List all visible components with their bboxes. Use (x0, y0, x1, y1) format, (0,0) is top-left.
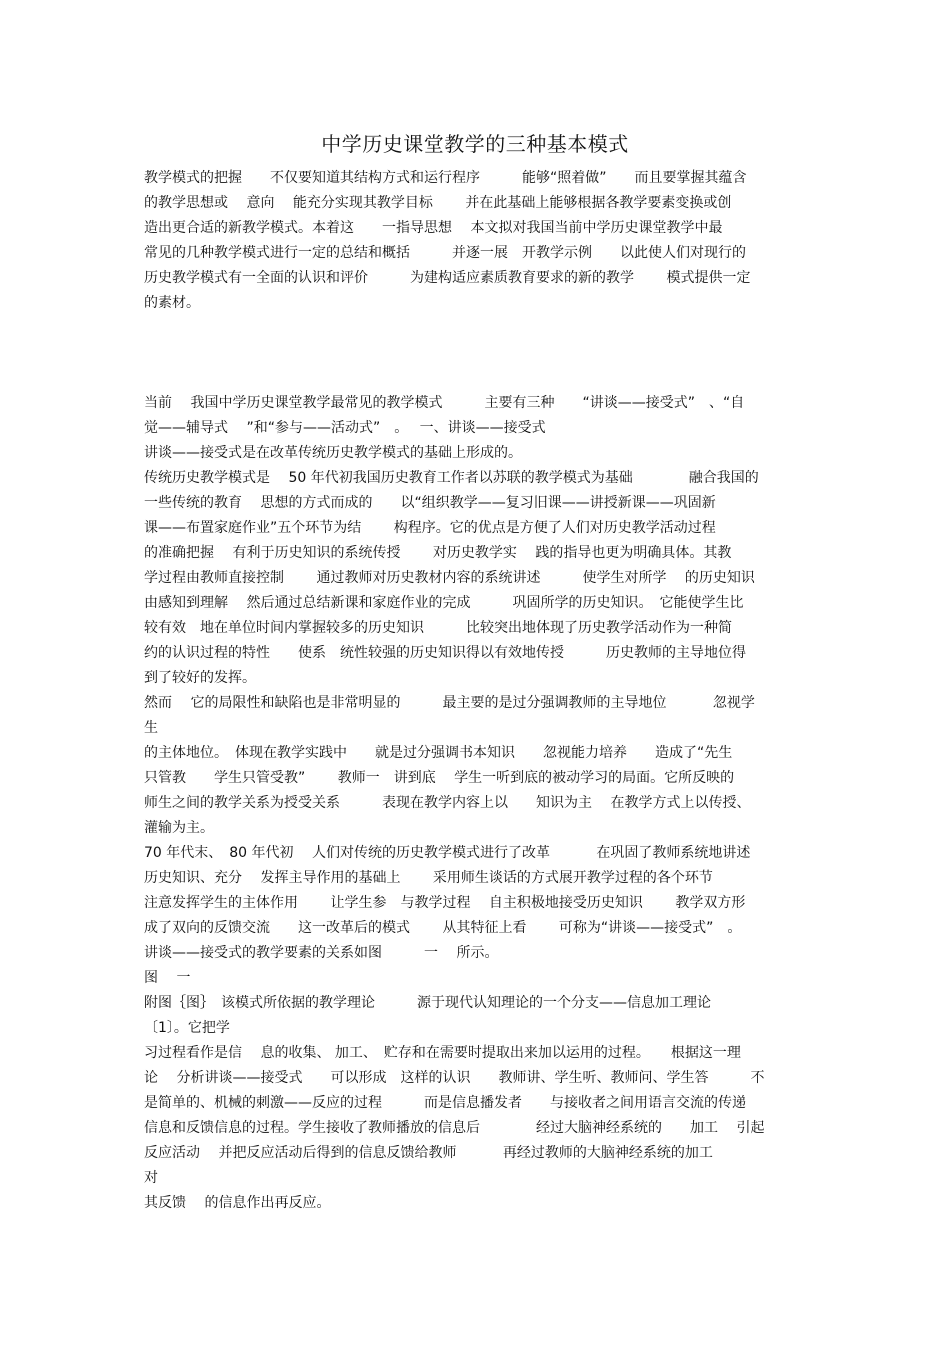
text-line: 只管教 学生只管受教” 教师一 讲到底 学生一听到底的被动学习的局面。它所反映的 (144, 770, 735, 786)
text-line: 当前 我国中学历史课堂教学最常见的教学模式 主要有三种 “讲谈——接受式” 、“自 (144, 395, 745, 411)
document-title: 中学历史课堂教学的三种基本模式 (321, 132, 629, 156)
text-line: 约的认识过程的特性 使系 统性较强的历史知识得以有效地传授 历史教师的主导地位得 (144, 645, 746, 661)
text-line: 附图｛图｝ 该模式所依据的教学理论 源于现代认知理论的一个分支——信息加工理论 (144, 995, 711, 1011)
text-line: 其反馈 的信息作出再反应。 (144, 1195, 331, 1211)
text-line: 一些传统的教育 思想的方式而成的 以“组织教学——复习旧课——讲授新课——巩固新 (144, 495, 716, 511)
text-line: 由感知到理解 然后通过总结新课和家庭作业的完成 巩固所学的历史知识。 它能使学生比 (144, 595, 744, 611)
text-line: 生 (144, 720, 158, 736)
text-line: 讲谈——接受式的教学要素的关系如图 一 所示。 (144, 945, 499, 961)
text-line: 的主体地位。 体现在教学实践中 就是过分强调书本知识 忽视能力培养 造成了“先生 (144, 745, 733, 761)
text-line: 较有效 地在单位时间内掌握较多的历史知识 比较突出地体现了历史教学活动作为一种简 (144, 620, 732, 636)
text-line: 师生之间的教学关系为授受关系 表现在教学内容上以 知识为主 在教学方式上以传授、 (144, 795, 751, 811)
text-line: 信息和反馈信息的过程。学生接收了教师播放的信息后 经过大脑神经系统的 加工 引起 (144, 1120, 765, 1136)
text-line: 的教学思想或 意向 能充分实现其教学目标 并在此基础上能够根据各教学要素变换或创 (144, 195, 732, 211)
text-line: 的准确把握 有利于历史知识的系统传授 对历史教学实 践的指导也更为明确具体。其教 (144, 545, 732, 561)
text-line: 的素材。 (144, 295, 200, 311)
text-line: 历史知识、充分 发挥主导作用的基础上 采用师生谈话的方式展开教学过程的各个环节 (144, 870, 713, 886)
text-line: 习过程看作是信 息的收集、 加工、 贮存和在需要时提取出来加以运用的过程。 根据这一理 (144, 1045, 741, 1061)
text-line: 反应活动 并把反应活动后得到的信息反馈给教师 再经过教师的大脑神经系统的加工 (144, 1145, 713, 1161)
text-line: 成了双向的反馈交流 这一改革后的模式 从其特征上看 可称为“讲谈——接受式” 。 (144, 920, 742, 936)
text-line: 学过程由教师直接控制 通过教师对历史教材内容的系统讲述 使学生对所学 的历史知识 (144, 570, 755, 586)
text-line: 课——布置家庭作业”五个环节为结 构程序。它的优点是方便了人们对历史教学活动过程 (144, 520, 716, 536)
text-line: 常见的几种教学模式进行一定的总结和概括 并逐一展 开教学示例 以此使人们对现行的 (144, 245, 746, 261)
text-line: 对 (144, 1170, 158, 1186)
text-line: 注意发挥学生的主体作用 让学生参 与教学过程 自主积极地接受历史知识 教学双方形 (144, 895, 746, 911)
text-line: 70 年代末、 80 年代初 人们对传统的历史教学模式进行了改革 在巩固了教师系统地讲述 (144, 845, 751, 861)
text-line: 图 一 (144, 970, 191, 986)
text-line: 讲谈——接受式是在改革传统历史教学模式的基础上形成的。 (144, 445, 522, 461)
text-line: 到了较好的发挥。 (144, 670, 256, 686)
text-line: 觉——辅导式 ”和“参与——活动式” 。 一、讲谈——接受式 (144, 420, 546, 436)
text-line: 灌输为主。 (144, 820, 214, 836)
text-line: 教学模式的把握 不仅要知道其结构方式和运行程序 能够“照着做” 而且要掌握其蕴含 (144, 170, 747, 186)
text-line: 论 分析讲谈——接受式 可以形成 这样的认识 教师讲、学生听、教师问、学生答 不 (144, 1070, 765, 1086)
text-line: 造出更合适的新教学模式。本着这 一指导思想 本文拟对我国当前中学历史课堂教学中最 (144, 220, 723, 236)
text-line: 历史教学模式有一全面的认识和评价 为建构适应素质教育要求的新的教学 模式提供一定 (144, 270, 751, 286)
text-line: 然而 它的局限性和缺陷也是非常明显的 最主要的是过分强调教师的主导地位 忽视学 (144, 695, 755, 711)
text-line: 〔1〕。它把学 (144, 1020, 230, 1036)
text-line: 是简单的、机械的刺激——反应的过程 而是信息播发者 与接收者之间用语言交流的传递 (144, 1095, 746, 1111)
text-line: 传统历史教学模式是 50 年代初我国历史教育工作者以苏联的教学模式为基础 融合我国的 (144, 470, 759, 486)
